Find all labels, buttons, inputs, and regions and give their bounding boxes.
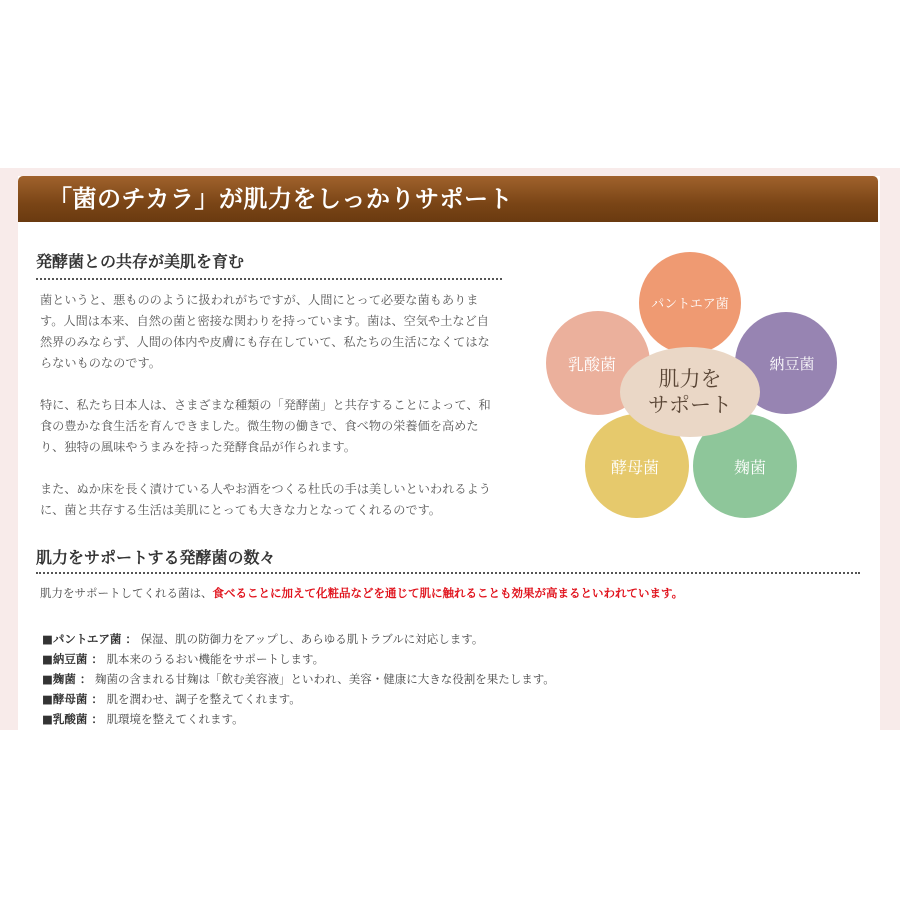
item-desc: 肌本来のうるおい機能をサポートします。 [102,652,325,666]
list-item [42,689,555,709]
svg-text:サポート: サポート [648,393,732,417]
item-desc: 肌環境を整えてくれます。 [102,712,244,726]
item-name: ■納豆菌 ： [42,652,103,666]
list-item [42,629,555,649]
svg-text:酵母菌: 酵母菌 [610,458,660,477]
divider [36,278,502,280]
item-desc: 保湿、肌の防御力をアップし、あらゆる肌トラブルに対応します。 [136,632,484,646]
section2-heading: 肌力をサポートする発酵菌の数々 [36,548,276,567]
center-ellipse [620,347,760,437]
svg-text:納豆菌: 納豆菌 [769,355,815,373]
item-name: ■酵母菌 ： [42,692,103,706]
paragraph: 菌というと、悪もののように扱われがちですが、人間にとって必要な菌もあります。人間は本来、自然の菌と密接な関わりを持っています。菌は、空気や土など自然界のみならず、人間の体内や皮膚にも存在していて、私たちの生活になくてはならないものなのです。 [40,293,490,370]
svg-text:パントエア菌: パントエア菌 [651,297,729,312]
intro-highlight: 食べることに加えて化粧品などを通じて肌に触れることも効果が高まるといわれています。 [212,586,684,600]
list-item [42,669,555,689]
item-desc: 肌を潤わせ、調子を整えてくれます。 [102,692,301,706]
intro-plain: 肌力をサポートしてくれる菌は、 [40,586,213,600]
item-desc: 麹菌の含まれる甘麹は「飲む美容液」といわれ、美容・健康に大きな役割を果たします。 [91,672,555,686]
banner-title: 「菌のチカラ」が肌力をしっかりサポート [18,176,878,222]
circle-pantoea [639,252,741,354]
bacteria-list [42,629,555,729]
svg-text:麹菌: 麹菌 [733,458,767,477]
svg-text:乳酸菌: 乳酸菌 [567,355,617,374]
item-name: ■パントエア菌 ： [42,632,137,646]
item-name: ■麹菌 ： [42,672,92,686]
intro-text [40,585,683,601]
divider [36,572,860,574]
item-name: ■乳酸菌 ： [42,712,103,726]
paragraph: 特に、私たち日本人は、さまざまな種類の「発酵菌」と共存することによって、和食の豊かな食生活を育んできました。微生物の働きで、食べ物の栄養価を高めたり、独特の風味やうまみを持った発酵食品が作られます。 [40,398,491,454]
bacteria-diagram [530,240,850,530]
paragraph: また、ぬか床を長く漬けている人やお酒をつくる杜氏の手は美しいといわれるように、菌と共存する生活は美肌にとっても大きな力となってくれるのです。 [40,482,491,517]
svg-text:肌力を: 肌力を [658,367,722,391]
section1-heading: 発酵菌との共存が美肌を育む [36,252,245,271]
list-item [42,649,555,669]
list-item [42,709,555,729]
